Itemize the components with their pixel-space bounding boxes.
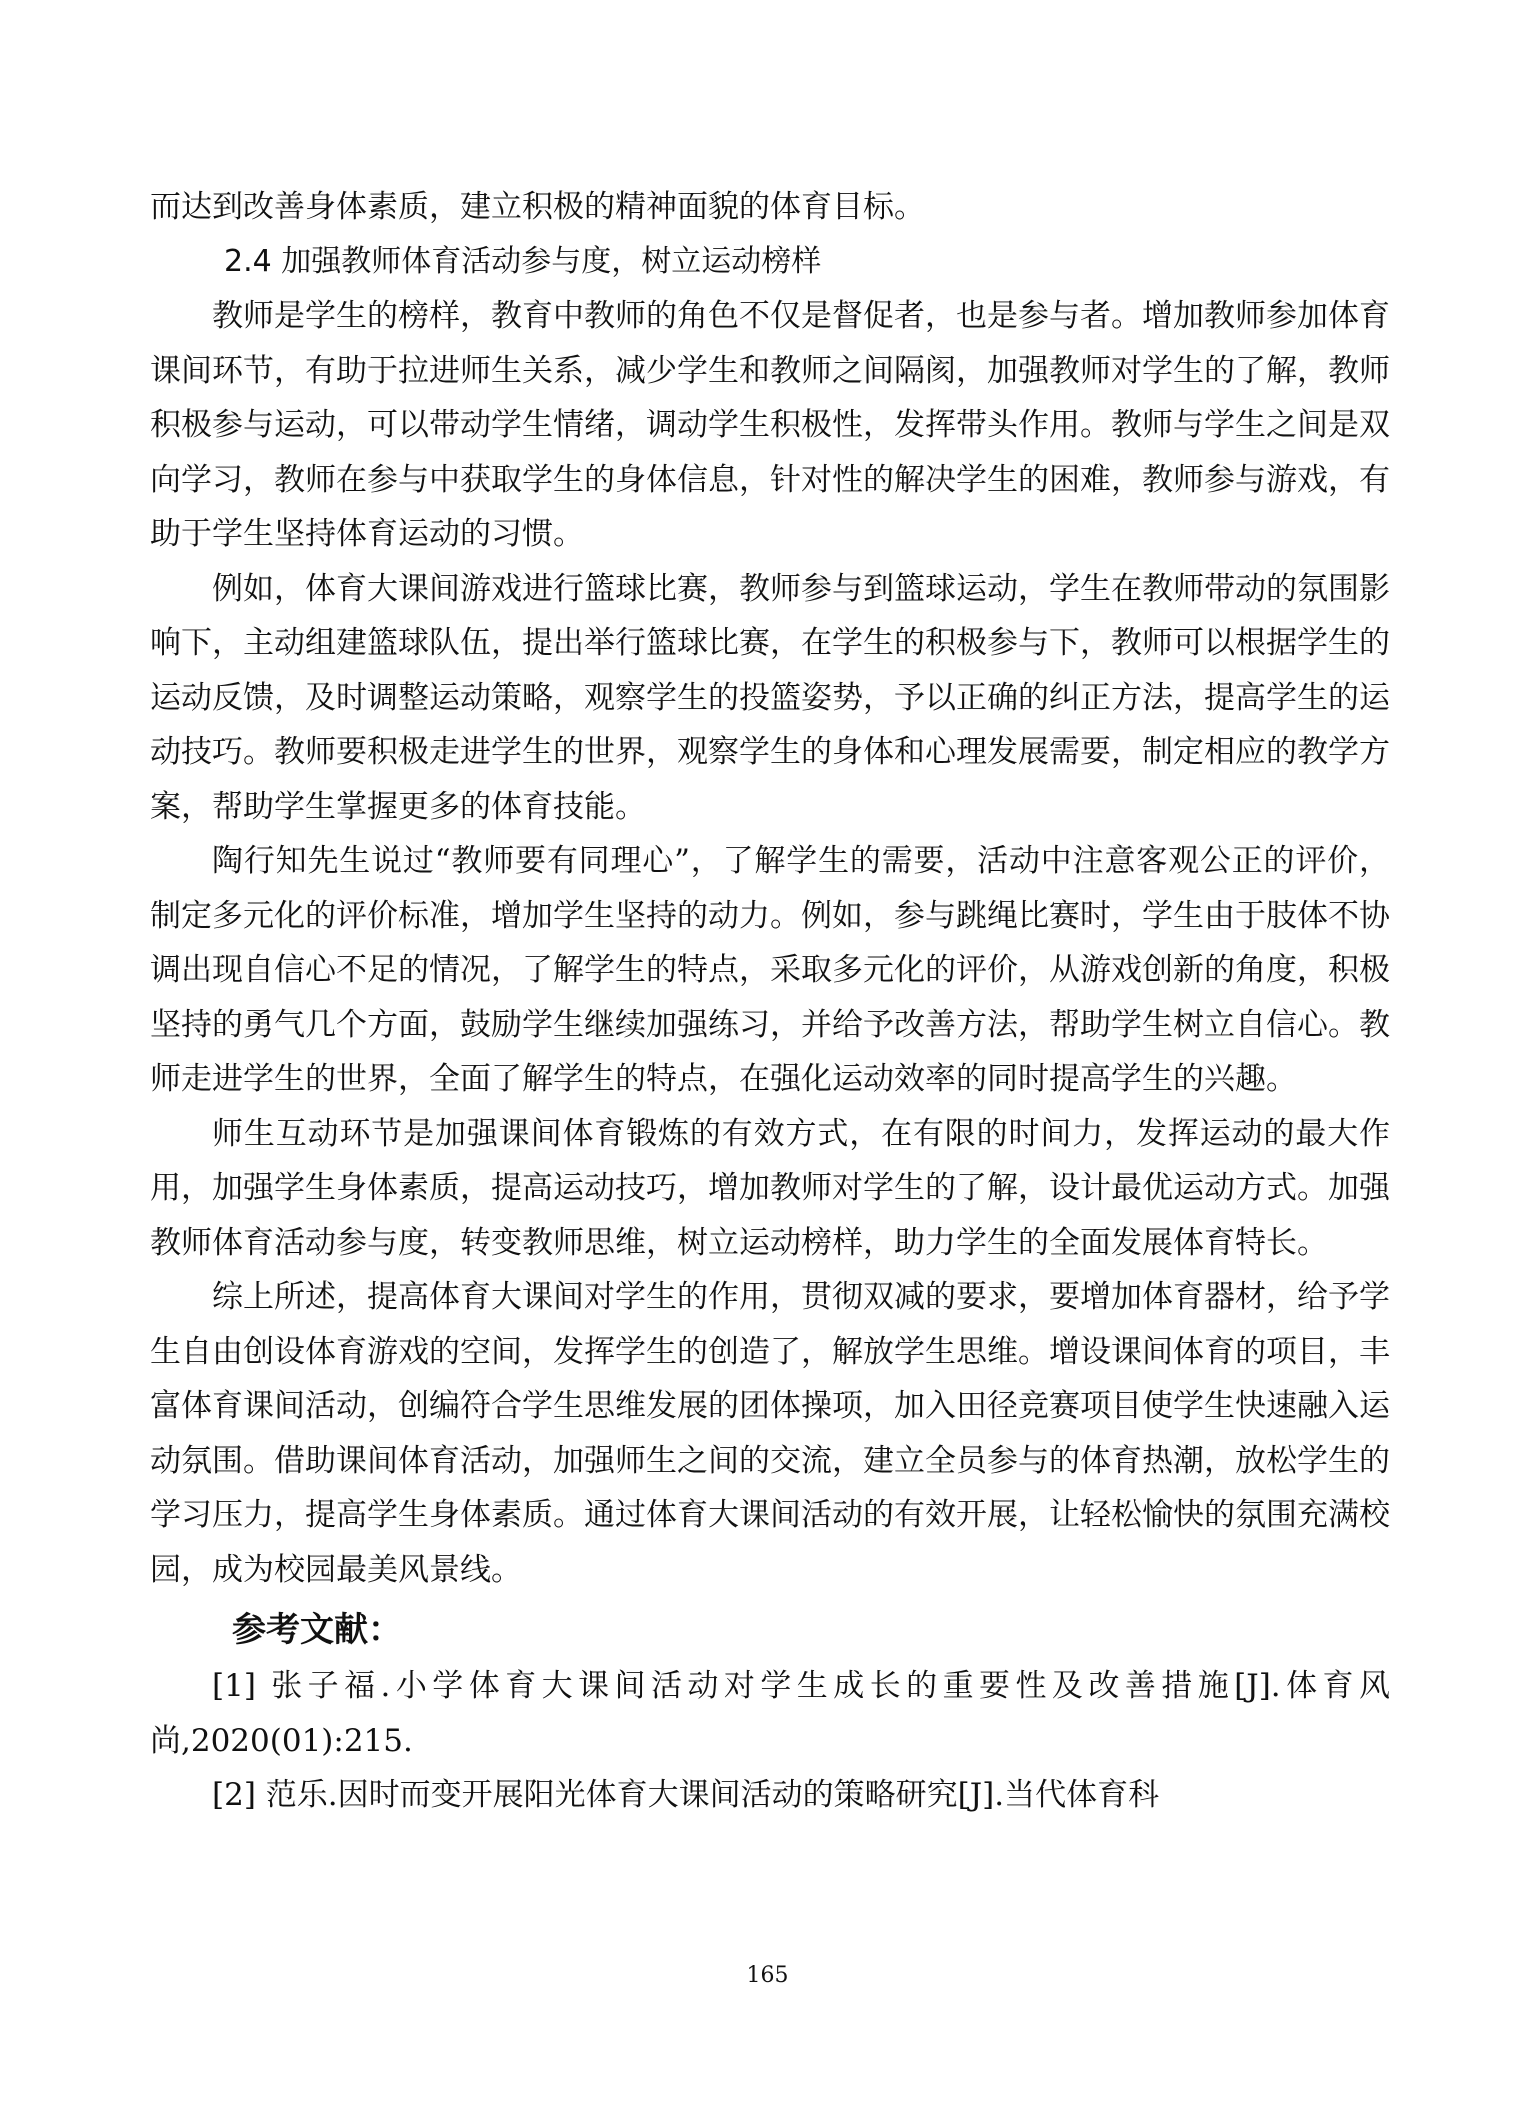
page-body	[150, 180, 1390, 1823]
page-number: 165	[746, 1963, 789, 1988]
reference-item-1: [1] 张子福.小学体育大课间活动对学生成长的重要性及改善措施[J].体育风尚,2020(01):215.	[150, 1668, 1390, 1759]
reference-item-2: [2] 范乐.因时而变开展阳光体育大课间活动的策略研究[J].当代体育科	[212, 1777, 1160, 1813]
paragraph-5: 综上所述，提高体育大课间对学生的作用，贯彻双减的要求，要增加体育器材，给予学生自由创设体育游戏的空间，发挥学生的创造了，解放学生思维。增设课间体育的项目，丰富体育课间活动，创编符合学生思维发展的团体操项，加入田径竞赛项目使学生快速融入运动氛围。借助课间体育活动，加强师生之间的交流，建立全员参与的体育热潮，放松学生的学习压力，提高学生身体素质。通过体育大课间活动的有效开展，让轻松愉快的氛围充满校园，成为校园最美风景线。	[150, 1279, 1390, 1588]
section-heading: 2.4 加强教师体育活动参与度，树立运动榜样	[224, 243, 822, 279]
lead-line: 而达到改善身体素质，建立积极的精神面貌的体育目标。	[150, 189, 925, 225]
paragraph-2: 例如，体育大课间游戏进行篮球比赛，教师参与到篮球运动，学生在教师带动的氛围影响下，主动组建篮球队伍，提出举行篮球比赛，在学生的积极参与下，教师可以根据学生的运动反馈，及时调整运动策略，观察学生的投篮姿势，予以正确的纠正方法，提高学生的运动技巧。教师要积极走进学生的世界，观察学生的身体和心理发展需要，制定相应的教学方案，帮助学生掌握更多的体育技能。	[150, 570, 1390, 825]
paragraph-1: 教师是学生的榜样，教育中教师的角色不仅是督促者，也是参与者。增加教师参加体育课间环节，有助于拉进师生关系，减少学生和教师之间隔阂，加强教师对学生的了解，教师积极参与运动，可以带动学生情绪，调动学生积极性，发挥带头作用。教师与学生之间是双向学习，教师在参与中获取学生的身体信息，针对性的解决学生的困难，教师参与游戏，有助于学生坚持体育运动的习惯。	[150, 298, 1390, 552]
paragraph-4: 师生互动环节是加强课间体育锻炼的有效方式，在有限的时间力，发挥运动的最大作用，加强学生身体素质，提高运动技巧，增加教师对学生的了解，设计最优运动方式。加强教师体育活动参与度，转变教师思维，树立运动榜样，助力学生的全面发展体育特长。	[150, 1115, 1390, 1261]
paragraph-3: 陶行知先生说过“教师要有同理心”，了解学生的需要，活动中注意客观公正的评价，制定多元化的评价标准，增加学生坚持的动力。例如，参与跳绳比赛时，学生由于肢体不协调出现自信心不足的情况，了解学生的特点，采取多元化的评价，从游戏创新的角度，积极坚持的勇气几个方面，鼓励学生继续加强练习，并给予改善方法，帮助学生树立自信心。教师走进学生的世界，全面了解学生的特点，在强化运动效率的同时提高学生的兴趣。	[150, 843, 1390, 1097]
references-title: 参考文献：	[232, 1610, 402, 1650]
